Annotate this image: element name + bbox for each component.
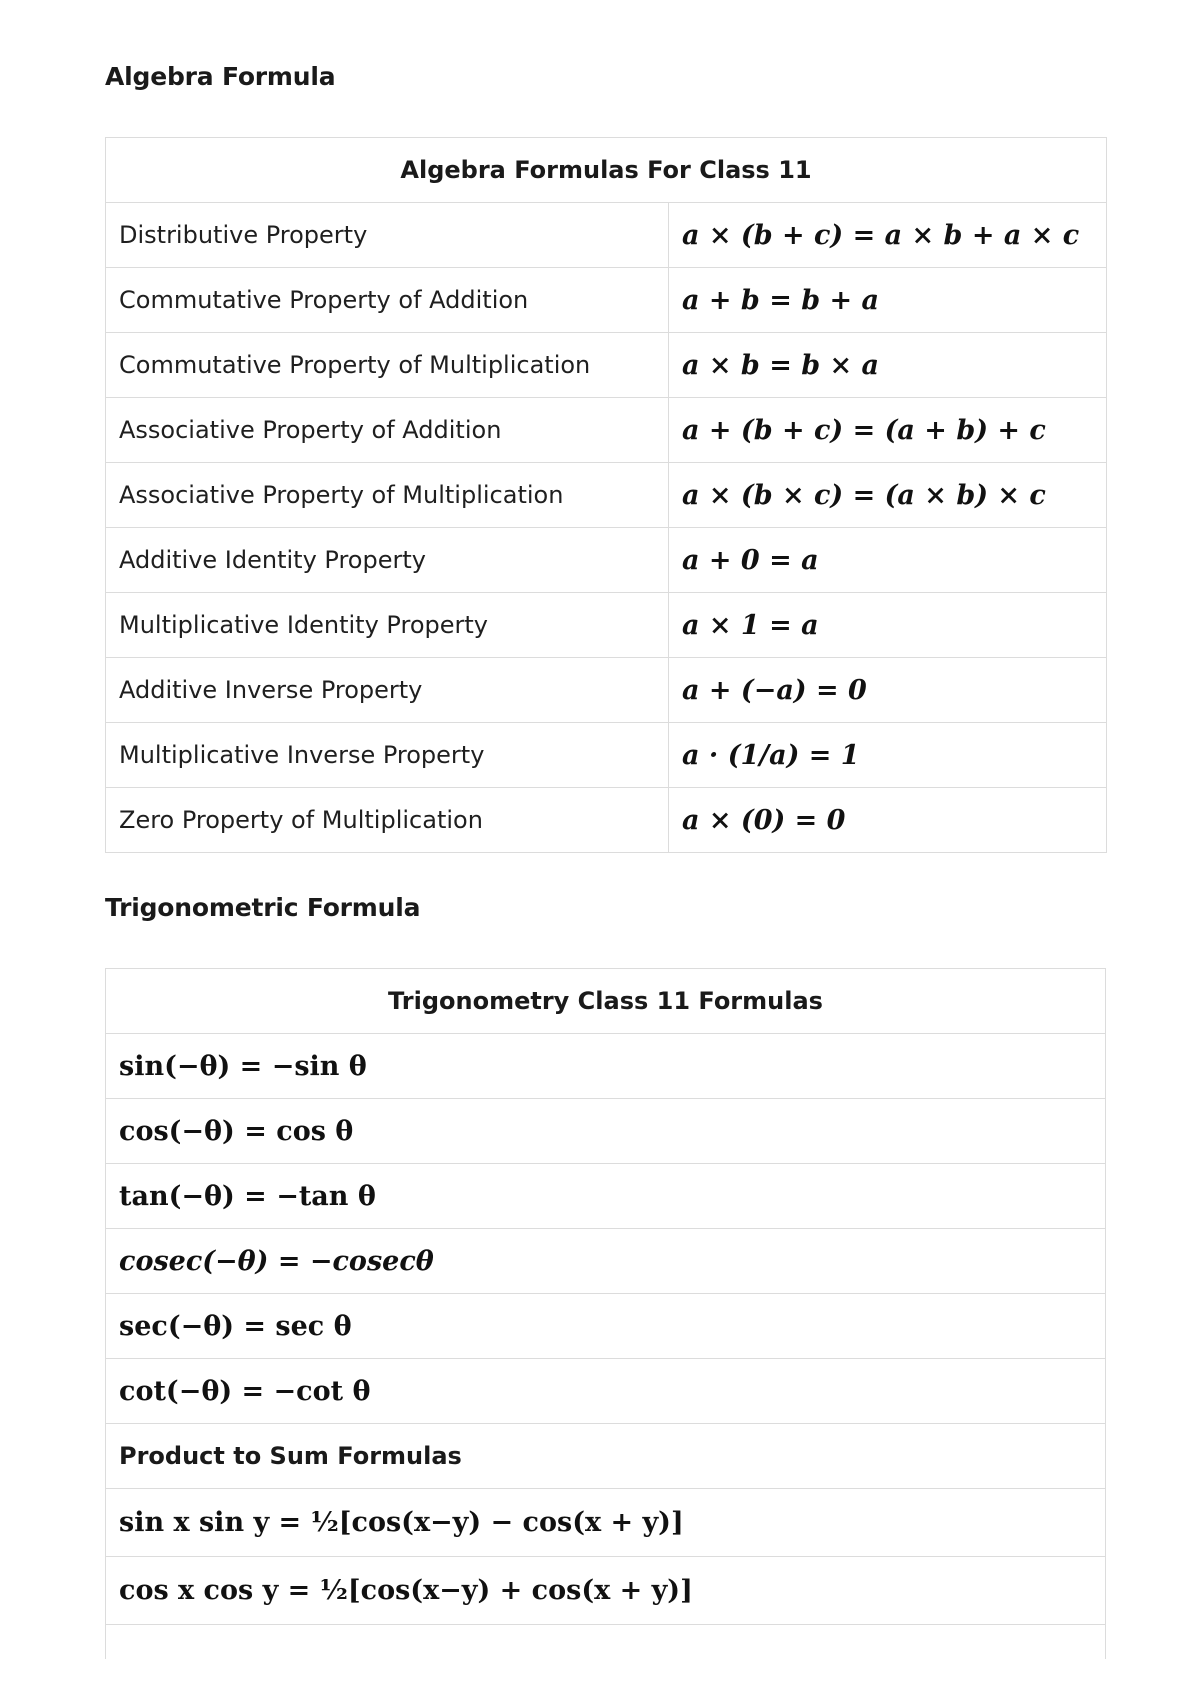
product-sum-formula: sin x sin y = ½[cos(x−y) − cos(x + y)]: [106, 1489, 1106, 1557]
product-to-sum-subheading: Product to Sum Formulas: [106, 1424, 1106, 1489]
table-row: [106, 528, 1107, 593]
table-row: [106, 1424, 1106, 1489]
table-row: [106, 333, 1107, 398]
trig-formula: tan(−θ) = −tan θ: [106, 1164, 1106, 1229]
trig-formula: sin(−θ) = −sin θ: [106, 1034, 1106, 1099]
algebra-section-title: Algebra Formula: [105, 62, 336, 91]
table-row: [106, 1557, 1106, 1625]
table-row: [106, 1625, 1106, 1659]
table-row: [106, 1359, 1106, 1424]
property-name: Multiplicative Inverse Property: [106, 723, 669, 788]
property-name: Additive Identity Property: [106, 528, 669, 593]
property-formula: a × (b × c) = (a × b) × c: [669, 463, 1107, 528]
table-row: [106, 1034, 1106, 1099]
property-name: Commutative Property of Addition: [106, 268, 669, 333]
empty-cell: [106, 1625, 1106, 1659]
table-row: [106, 1229, 1106, 1294]
property-formula: a + b = b + a: [669, 268, 1107, 333]
property-formula: a × (b + c) = a × b + a × c: [669, 203, 1107, 268]
table-row: [106, 398, 1107, 463]
property-formula: a × 1 = a: [669, 593, 1107, 658]
property-formula: a · (1/a) = 1: [669, 723, 1107, 788]
trig-formula: sec(−θ) = sec θ: [106, 1294, 1106, 1359]
property-formula: a + (−a) = 0: [669, 658, 1107, 723]
property-formula: a + (b + c) = (a + b) + c: [669, 398, 1107, 463]
table-row: [106, 1294, 1106, 1359]
trig-formula: cosec(−θ) = −cosecθ: [106, 1229, 1106, 1294]
table-row: [106, 463, 1107, 528]
property-name: Associative Property of Multiplication: [106, 463, 669, 528]
table-row: [106, 268, 1107, 333]
table-row: [106, 1164, 1106, 1229]
product-sum-formula: cos x cos y = ½[cos(x−y) + cos(x + y)]: [106, 1557, 1106, 1625]
property-name: Associative Property of Addition: [106, 398, 669, 463]
table-row: [106, 658, 1107, 723]
trig-table-heading: Trigonometry Class 11 Formulas: [106, 969, 1106, 1034]
trig-section-title: Trigonometric Formula: [105, 893, 421, 922]
table-row: [106, 1489, 1106, 1557]
property-name: Commutative Property of Multiplication: [106, 333, 669, 398]
table-header-row: [106, 969, 1106, 1034]
property-name: Zero Property of Multiplication: [106, 788, 669, 853]
table-row: [106, 788, 1107, 853]
property-name: Multiplicative Identity Property: [106, 593, 669, 658]
algebra-formulas-table: [105, 137, 1107, 853]
property-formula: a + 0 = a: [669, 528, 1107, 593]
trig-formulas-table: [105, 968, 1106, 1659]
property-name: Additive Inverse Property: [106, 658, 669, 723]
table-row: [106, 593, 1107, 658]
table-row: [106, 203, 1107, 268]
property-formula: a × b = b × a: [669, 333, 1107, 398]
trig-formula: cos(−θ) = cos θ: [106, 1099, 1106, 1164]
algebra-table-heading: Algebra Formulas For Class 11: [106, 138, 1107, 203]
property-formula: a × (0) = 0: [669, 788, 1107, 853]
table-row: [106, 723, 1107, 788]
table-row: [106, 1099, 1106, 1164]
property-name: Distributive Property: [106, 203, 669, 268]
trig-formula: cot(−θ) = −cot θ: [106, 1359, 1106, 1424]
table-header-row: [106, 138, 1107, 203]
